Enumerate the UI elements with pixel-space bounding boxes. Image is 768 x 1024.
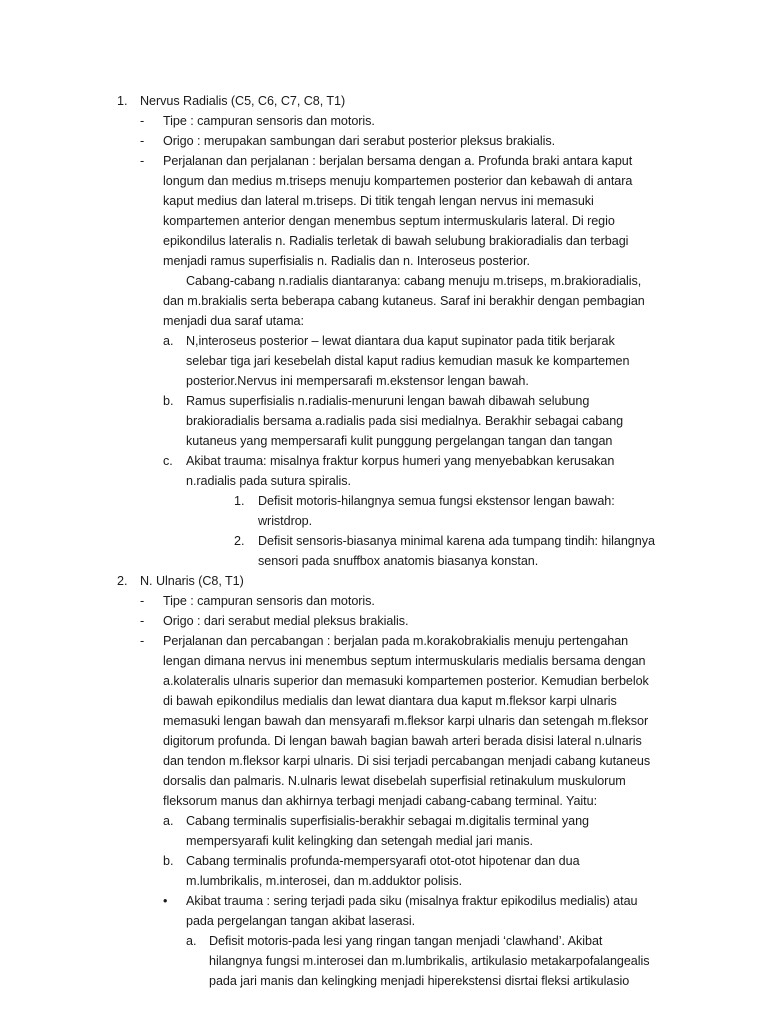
section-number: 1. (117, 94, 128, 108)
paragraph-line: Cabang-cabang n.radialis diantaranya: cabang menuju m.triseps, m.brakioradialis, (186, 274, 642, 288)
text-line: Defisit motoris-hilangnya semua fungsi ekstensor lengan bawah: (258, 494, 615, 508)
text-line: pada jari manis dan kelingking menjadi hiperekstensi disrtai fleksi artikulasio (209, 974, 630, 988)
text-line: Akibat trauma: misalnya fraktur korpus humeri yang menyebabkan kerusakan (186, 454, 615, 468)
list-marker: c. (163, 454, 173, 468)
paragraph-line: dan m.brakialis serta beberapa cabang kutaneus. Saraf ini berakhir dengan pembagian (163, 294, 645, 308)
text-line: Defisit motoris-pada lesi yang ringan tangan menjadi ‘clawhand’. Akibat (209, 934, 603, 948)
text-line: Akibat trauma : sering terjadi pada siku (misalnya fraktur epikodilus medialis) atau (186, 894, 638, 908)
text-line: dorsalis dan palmaris. N.ulnaris lewat disebelah superfisial retinakulum muskulorum (163, 774, 626, 788)
bullet-marker: - (140, 614, 145, 628)
text-line: posterior.Nervus ini mempersarafi m.ekstensor lengan bawah. (186, 374, 529, 388)
text-line: memasuki lengan bawah dan mensyarafi m.fleksor karpi ulnaris dan setengah m.fleksor (163, 714, 649, 728)
section-title: N. Ulnaris (C8, T1) (140, 574, 244, 588)
text-line: Cabang terminalis superfisialis-berakhir sebagai m.digitalis terminal yang (186, 814, 589, 828)
section-number: 2. (117, 574, 128, 588)
text-line: menjadi ramus superfisialis n. Radialis dan n. Interoseus posterior. (163, 254, 530, 268)
text-line: Tipe : campuran sensoris dan motoris. (163, 594, 375, 608)
text-line: kompartemen anterior dengan menembus septum intermuskularis lateral. Di regio (163, 214, 615, 228)
text-line: Tipe : campuran sensoris dan motoris. (163, 114, 375, 128)
list-marker: b. (163, 854, 174, 868)
text-line: digitorum profunda. Di lengan bawah bagian bawah arteri berada disisi lateral n.ulnaris (163, 734, 642, 748)
text-line: n.radialis pada sutura spiralis. (186, 474, 352, 488)
text-line: kaput medius dan lateral m.triseps. Di titik tengah lengan nervus ini memasuki (163, 194, 594, 208)
text-line: Defisit sensoris-biasanya minimal karena ada tumpang tindih: hilangnya (258, 534, 655, 548)
text-line: fleksorum manus dan akhirnya terbagi menjadi cabang-cabang terminal. Yaitu: (163, 794, 598, 808)
list-marker: 2. (234, 534, 245, 548)
text-line: Perjalanan dan percabangan : berjalan pada m.korakobrakialis menuju pertengahan (163, 634, 629, 648)
section-title: Nervus Radialis (C5, C6, C7, C8, T1) (140, 94, 346, 108)
text-line: Ramus superfisialis n.radialis-menuruni lengan bawah dibawah selubung (186, 394, 590, 408)
list-marker: b. (163, 394, 174, 408)
text-line: mempersyarafi kulit kelingking dan setengah medial jari manis. (186, 834, 533, 848)
text-line: selebar tiga jari kesebelah distal kaput radius kemudian masuk ke kompartemen (186, 354, 630, 368)
bullet-dot: • (163, 894, 168, 908)
list-marker: a. (186, 934, 197, 948)
list-marker: a. (163, 334, 174, 348)
text-line: dan tendon m.fleksor karpi ulnaris. Di sisi terjadi percabangan menjadi cabang kutaneus (163, 754, 651, 768)
list-marker: a. (163, 814, 174, 828)
text-line: brakioradialis bersama a.radialis pada sisi medialnya. Berakhir sebagai cabang (186, 414, 624, 428)
text-line: Cabang terminalis profunda-mempersyarafi otot-otot hipotenar dan dua (186, 854, 580, 868)
bullet-marker: - (140, 134, 145, 148)
text-line: di bawah epikondilus medialis dan lewat diantara dua kaput m.fleksor karpi ulnaris (163, 694, 617, 708)
text-line: longum dan medius m.triseps menuju kompartemen posterior dan kebawah di antara (163, 174, 633, 188)
text-line: epikondilus lateralis n. Radialis terletak di bawah selubung brakioradialis dan terbagi (163, 234, 629, 248)
text-line: m.lumbrikalis, m.interosei, dan m.adduktor polisis. (186, 874, 463, 888)
bullet-marker: - (140, 114, 145, 128)
text-line: kutaneus yang mempersarafi kulit punggung pergelangan tangan dan tangan (186, 434, 613, 448)
text-line: hilangnya fungsi m.interosei dan m.lumbrikalis, artikulasio metakarpofalangealis (209, 954, 650, 968)
bullet-marker: - (140, 154, 145, 168)
text-line: sensori pada snuffbox anatomis biasanya konstan. (258, 554, 539, 568)
bullet-marker: - (140, 594, 145, 608)
text-line: pada pergelangan tangan akibat laserasi. (186, 914, 416, 928)
text-line: lengan dimana nervus ini menembus septum intermuskularis medialis bersama dengan (163, 654, 646, 668)
text-line: Perjalanan dan perjalanan : berjalan bersama dengan a. Profunda braki antara kaput (163, 154, 633, 168)
text-line: wristdrop. (258, 514, 313, 528)
paragraph-line: menjadi dua saraf utama: (163, 314, 304, 328)
text-line: Origo : dari serabut medial pleksus brakialis. (163, 614, 409, 628)
list-marker: 1. (234, 494, 245, 508)
text-line: a.kolateralis ulnaris superior dan memasuki kompartemen posterior. Kemudian berbelok (163, 674, 649, 688)
text-line: Origo : merupakan sambungan dari serabut posterior pleksus brakialis. (163, 134, 556, 148)
text-line: N,interoseus posterior – lewat diantara dua kaput supinator pada titik berjarak (186, 334, 615, 348)
bullet-marker: - (140, 634, 145, 648)
